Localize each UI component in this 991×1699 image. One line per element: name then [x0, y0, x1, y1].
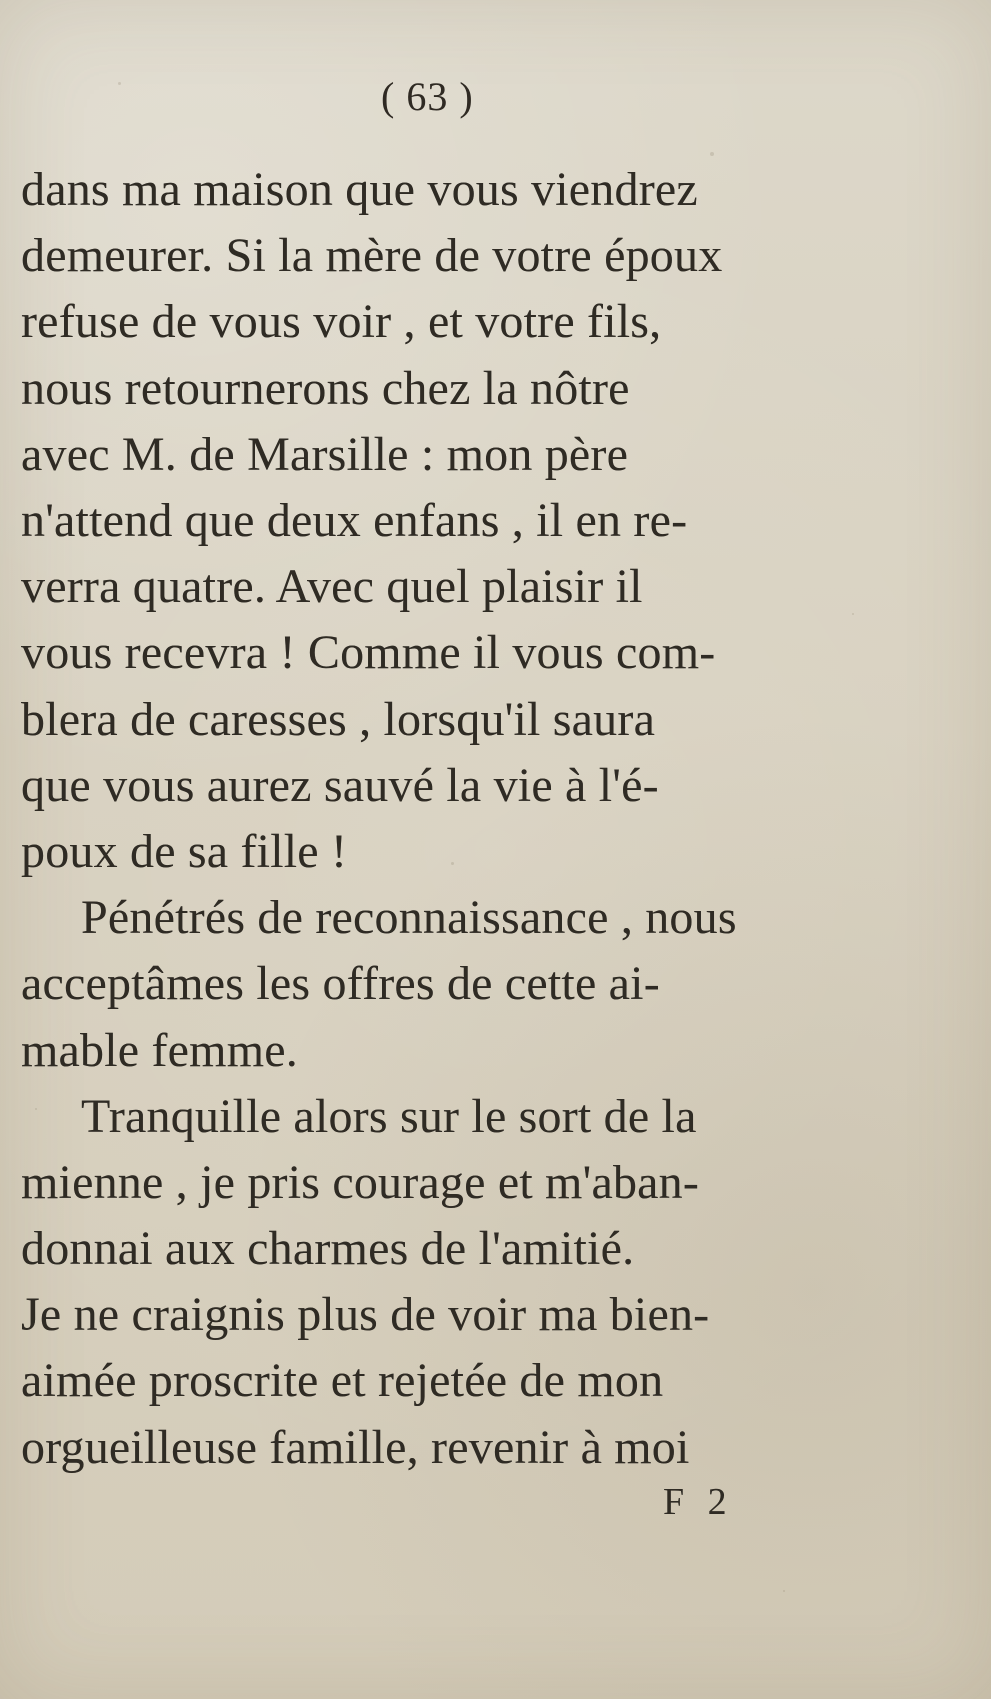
text-line: acceptâmes les offres de cette ai- — [21, 957, 660, 1011]
text-line: vous recevra ! Comme il vous com- — [21, 626, 716, 680]
text-line: nous retournerons chez la nôtre — [21, 361, 630, 415]
text-line: aimée proscrite et rejetée de mon — [21, 1354, 664, 1408]
text-line: verra quatre. Avec quel plaisir il — [21, 560, 643, 614]
page-number: ( 63 ) — [381, 74, 474, 119]
text-line: avec M. de Marsille : mon père — [21, 427, 629, 481]
paper-speck — [118, 82, 121, 85]
text-line: mable femme. — [21, 1023, 298, 1077]
text-line: que vous aurez sauvé la vie à l'é- — [21, 758, 659, 812]
text-line: Je ne craignis plus de voir ma bien- — [21, 1288, 710, 1342]
signature-mark: F 2 — [663, 1481, 734, 1523]
text-line: Pénétrés de reconnaissance , nous — [81, 891, 737, 945]
text-line: n'attend que deux enfans , il en re- — [21, 494, 688, 548]
text-line: poux de sa fille ! — [21, 824, 348, 878]
text-line: orgueilleuse famille, revenir à moi — [21, 1420, 690, 1474]
text-line: demeurer. Si la mère de votre époux — [21, 229, 723, 283]
text-line: Tranquille alors sur le sort de la — [81, 1089, 697, 1143]
text-line: donnai aux charmes de l'amitié. — [21, 1222, 635, 1276]
text-line: blera de caresses , lorsqu'il saura — [21, 692, 656, 746]
paper-speck — [710, 152, 714, 156]
page-text — [21, 157, 858, 1481]
text-line: refuse de vous voir , et votre fils, — [21, 295, 662, 349]
text-line: dans ma maison que vous viendrez — [21, 163, 698, 217]
paper-speck — [783, 1590, 785, 1592]
text-line: mienne , je pris courage et m'aban- — [21, 1155, 700, 1209]
